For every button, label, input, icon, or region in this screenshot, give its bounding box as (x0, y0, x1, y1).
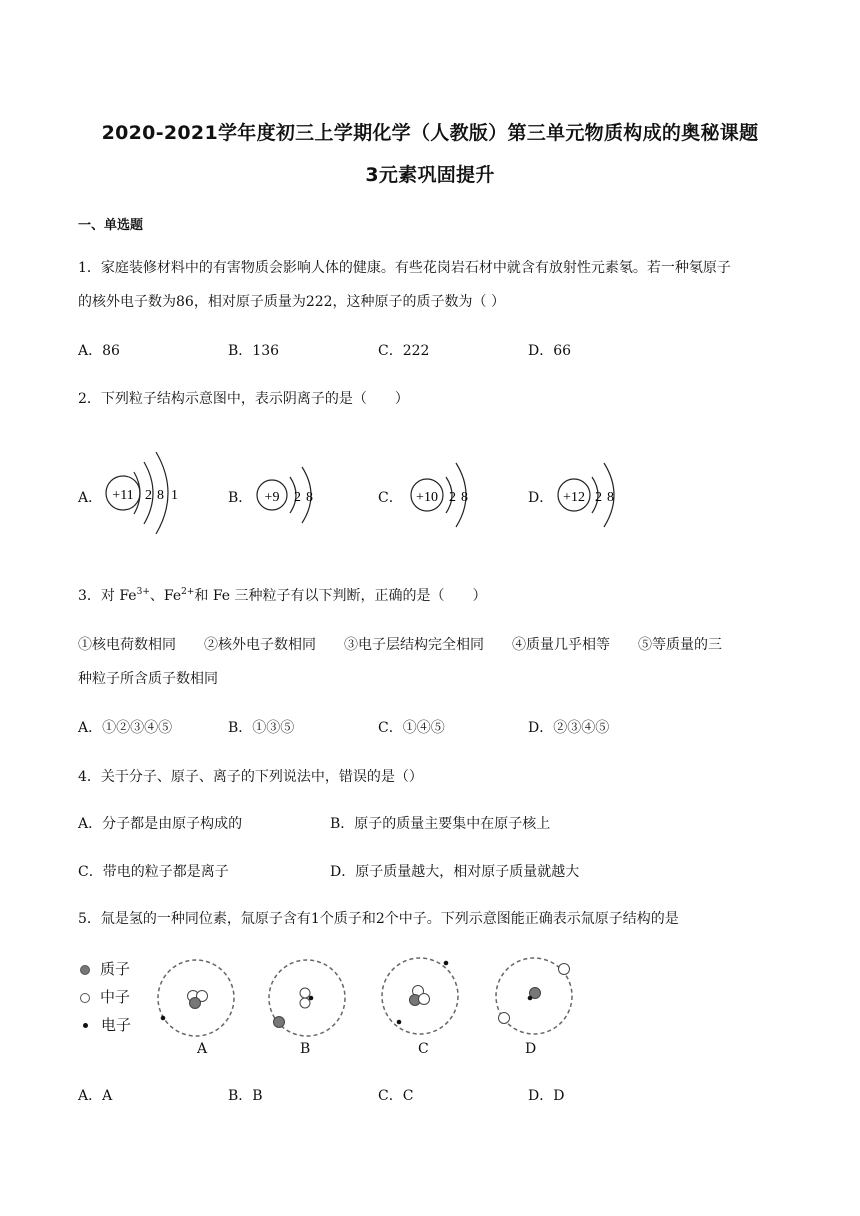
q2-d-shell-1: 2 (595, 490, 602, 505)
q2-d-nucleus: +12 (563, 490, 585, 505)
q2-option-b-structure-diagram[interactable] (250, 455, 330, 535)
q2-option-c-structure-diagram[interactable] (400, 455, 480, 535)
electron-icon (83, 1023, 88, 1028)
q5-option-d[interactable]: D．D (528, 1088, 565, 1104)
q2-b-shell-2: 8 (306, 490, 313, 505)
q5-atom-b-diagram[interactable] (265, 956, 349, 1040)
q3-stem-pre: 3．对 Fe (78, 588, 137, 604)
q2-b-nucleus: +9 (264, 490, 280, 505)
q1-option-a[interactable]: A．86 (78, 343, 120, 359)
legend-electron (80, 1014, 131, 1035)
q2-option-a-structure-diagram[interactable] (100, 440, 190, 550)
q1-option-b[interactable]: B．136 (228, 343, 280, 359)
q1-option-d[interactable]: D．66 (528, 343, 572, 359)
q2-option-c-label[interactable]: C． (378, 490, 403, 506)
q2-b-shell-1: 2 (294, 490, 301, 505)
q5-figure-label-c: C (418, 1041, 429, 1057)
legend-neutron-label: 中子 (100, 988, 131, 1006)
q5-option-a[interactable]: A．A (78, 1088, 113, 1104)
q5-atom-d-diagram[interactable] (492, 954, 576, 1038)
q3-option-b[interactable]: B．①③⑤ (228, 720, 295, 736)
q4-option-d[interactable]: D．原子质量越大，相对原子质量就越大 (330, 864, 580, 880)
q3-statements-line-2: 种粒子所含质子数相同 (78, 671, 218, 687)
q2-d-shell-2: 8 (607, 490, 614, 505)
q5-option-b[interactable]: B．B (228, 1088, 263, 1104)
q2-a-shell-3: 1 (171, 488, 178, 503)
q3-statements-line-1: ①核电荷数相同 ②核外电子数相同 ③电子层结构完全相同 ④质量几乎相等 ⑤等质量的三 (78, 637, 722, 653)
q5-atom-c-diagram[interactable] (378, 954, 462, 1038)
legend-proton (80, 958, 130, 979)
q1-stem-line-1: 1．家庭装修材料中的有害物质会影响人体的健康。有些花岗岩石材中就含有放射性元素氡。若一种氡原子 (78, 260, 731, 276)
q2-option-d-structure-diagram[interactable] (552, 455, 632, 535)
q1-stem-line-2: 的核外电子数为86，相对原子质量为222，这种原子的质子数为（ ） (78, 294, 505, 310)
neutron-icon (80, 993, 90, 1003)
q5-atom-a-diagram[interactable] (154, 956, 238, 1040)
q1-option-c[interactable]: C．222 (378, 343, 430, 359)
q2-option-b-label[interactable]: B． (228, 490, 253, 506)
q3-option-a[interactable]: A．①②③④⑤ (78, 720, 173, 736)
q2-c-shell-1: 2 (449, 490, 456, 505)
q2-option-d-label[interactable]: D． (528, 490, 554, 506)
q3-sup-1: 3+ (136, 587, 150, 597)
q3-stem-post: 和 Fe 三种粒子有以下判断，正确的是（ ） (194, 588, 487, 604)
q4-option-b[interactable]: B．原子的质量主要集中在原子核上 (330, 816, 551, 832)
q3-option-d[interactable]: D．②③④⑤ (528, 720, 610, 736)
q4-stem: 4．关于分子、原子、离子的下列说法中，错误的是（） (78, 769, 423, 785)
legend-neutron (80, 986, 130, 1007)
legend-proton-label: 质子 (100, 960, 131, 978)
q4-option-a[interactable]: A．分子都是由原子构成的 (78, 816, 243, 832)
q5-option-c[interactable]: C．C (378, 1088, 414, 1104)
title-line-2: 3元素巩固提升 (365, 164, 495, 186)
q2-a-shell-1: 2 (145, 488, 152, 503)
title-line-1: 2020-2021学年度初三上学期化学（人教版）第三单元物质构成的奥秘课题 (101, 122, 759, 144)
q5-figure-label-a: A (197, 1041, 208, 1057)
q2-c-nucleus: +10 (416, 490, 438, 505)
legend-electron-label: 电子 (101, 1016, 132, 1034)
q2-c-shell-2: 8 (461, 490, 468, 505)
q2-a-shell-2: 8 (157, 488, 164, 503)
q5-stem: 5．氚是氢的一种同位素，氚原子含有1个质子和2个中子。下列示意图能正确表示氚原子结构的是 (78, 911, 679, 927)
proton-icon (80, 965, 90, 975)
q3-stem (78, 585, 487, 605)
q5-legend (80, 958, 150, 1038)
q2-stem: 2．下列粒子结构示意图中，表示阴离子的是（ ） (78, 391, 409, 407)
q3-option-c[interactable]: C．①④⑤ (378, 720, 445, 736)
q5-figure-label-d: D (525, 1041, 537, 1057)
q3-sup-2: 2+ (181, 587, 195, 597)
q3-stem-mid: 、Fe (149, 588, 182, 604)
q2-a-nucleus: +11 (112, 488, 134, 503)
q2-option-a-label[interactable]: A． (78, 490, 103, 506)
q4-option-c[interactable]: C．带电的粒子都是离子 (78, 864, 229, 880)
section-heading: 一、单选题 (78, 218, 144, 233)
q5-figure-label-b: B (300, 1041, 311, 1057)
